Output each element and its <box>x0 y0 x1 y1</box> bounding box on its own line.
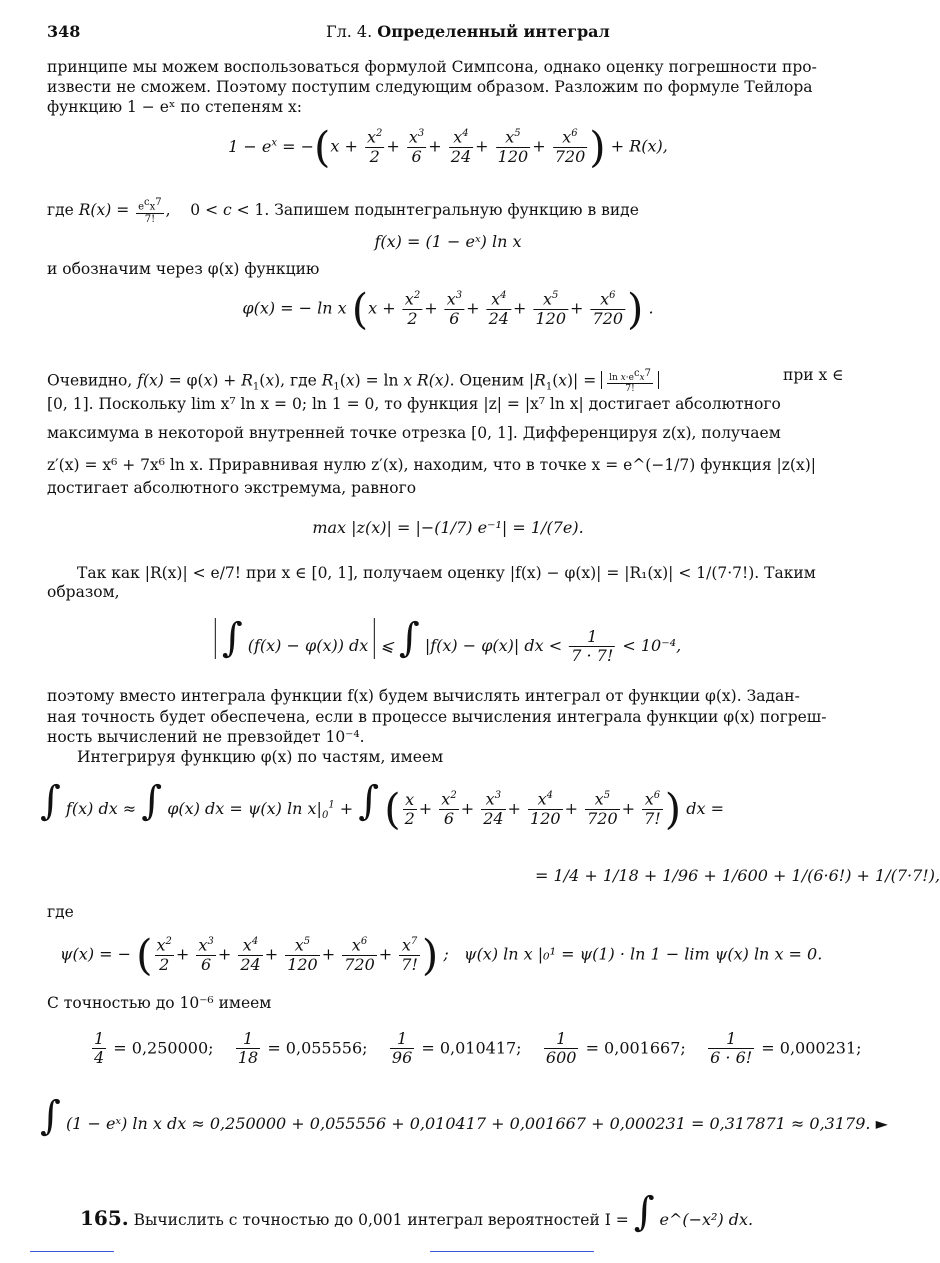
text-line: и обозначим через φ(x) функцию <box>47 260 320 278</box>
equation-final: ∫ (1 − eˣ) ln x dx ≈ 0,250000 + 0,055556 + 0,010417 + 0,001667 + 0,000231 = 0,317871 ≈ 0,3179. ► <box>40 1093 888 1139</box>
value: = 0,000231; <box>761 1038 862 1058</box>
equation-phi: φ(x) = − ln x (x + $\frac{x^2}{2}$ + $\frac{x^3}{6}$ + $\frac{x^4}{24}$ + $\frac{x^5}{120}$ + $\frac{x^6}{720}$ ) . <box>242 284 654 334</box>
value: = 0,010417; <box>421 1038 522 1058</box>
equation-taylor: $1 - e^x = -(x$ + $\frac{x^2}{2}$ + $\frac{x^3}{6}$ + $\frac{x^4}{24}$ + $\frac{x^5}{120}$ + $\frac{x^6}{720}$ ) + R(x), <box>228 122 668 172</box>
value: = 0,250000; <box>113 1038 214 1058</box>
problem-165: 165. Вычислить с точностью до 0,001 интеграл вероятностей I = ∫ e^(−x²) dx. <box>80 1189 754 1235</box>
text-line: образом, <box>47 583 120 601</box>
text-line: ность вычислений не превзойдет 10⁻⁴. <box>47 728 365 746</box>
values-row: $\frac{1}{4}$ = 0,250000; $\frac{1}{18}$ = 0,055556; $\frac{1}{96}$ = 0,010417; $\frac{1}{600}$ = 0,001667; $\frac{1}{6 \cdot 6!}$ = 0,000231; <box>94 1029 862 1068</box>
text-line: где <box>47 903 74 921</box>
text-line: достигает абсолютного экстремума, равного <box>47 479 417 497</box>
text-line: максимума в некоторой внутренней точке отрезка [0, 1]. Дифференцируя z(x), получаем <box>47 424 781 442</box>
equation-lhs: $1 - e^x$ = − <box>228 136 314 156</box>
page-number: 348 <box>47 22 81 41</box>
final-result: (1 − eˣ) ln x dx ≈ 0,250000 + 0,055556 + 0,010417 + 0,001667 + 0,000231 = 0,317871 ≈ 0,3179. ► <box>65 1114 888 1133</box>
chapter-title: Определенный интеграл <box>377 22 610 41</box>
estimate-bound: < 10⁻⁴, <box>622 636 682 655</box>
equation-psi: ψ(x) = − ( $\frac{x^2}{2}$ + $\frac{x^3}{6}$ + $\frac{x^4}{24}$ + $\frac{x^5}{120}$ + $\frac{x^6}{720}$ + $\frac{x^7}{7!}$ ) ; ψ(x) ln x |₀¹ = ψ(1) · ln 1 − lim ψ(x) ln x = 0. <box>60 930 823 980</box>
problem-text: Вычислить с точностью до 0,001 интеграл вероятностей I = <box>133 1211 629 1229</box>
chapter-number: Гл. 4. <box>326 22 373 41</box>
text-line: принципе мы можем воспользоваться формулой Симпсона, однако оценку погрешности про- <box>47 58 817 76</box>
footer-link-right[interactable] <box>430 1251 594 1252</box>
text-line: С точностью до 10⁻⁶ имеем <box>47 994 272 1012</box>
equation-sum: = 1/4 + 1/18 + 1/96 + 1/600 + 1/(6·6!) + 1/(7·7!), <box>535 866 940 885</box>
text-line: функцию 1 − eˣ по степеням x: <box>47 98 302 116</box>
problem-number: 165. <box>80 1206 129 1230</box>
value: = 0,001667; <box>585 1038 686 1058</box>
equation-parts: ∫ f(x) dx ≈ ∫ φ(x) dx = ψ(x) $\ln x|_0^1$ + ∫ ( $\frac{x}{2}$ + $\frac{x^2}{6}$ + $\frac{x^3}{24}$ + $\frac{x^4}{120}$ + $\frac{x^5}{720}$ + $\frac{x^6}{7!}$ ) dx = <box>40 778 724 834</box>
running-header <box>326 22 610 41</box>
text-line: поэтому вместо интеграла функции f(x) будем вычислять интеграл от функции φ(x). Задан- <box>47 687 800 705</box>
text-line: ная точность будет обеспечена, если в процессе вычисления интеграла функции φ(x) погреш- <box>47 708 827 726</box>
text-line: где R(x) = $\frac{e^cx^7}{7!}$ , 0 < c < 1. Запишем подынтегральную функцию в виде <box>47 197 639 225</box>
text-line: извести не сможем. Поэтому поступим следующим образом. Разложим по формуле Тейлора <box>47 78 813 96</box>
text-line: z′(x) = x⁶ + 7x⁶ ln x. Приравнивая нулю z′(x), находим, что в точке x = e^(−1/7) функция |z(x)| <box>47 456 816 474</box>
text-line: Очевидно, $f(x) = \varphi(x) + R_1(x)$, где $R_1(x) = \ln x$ R(x). Оценим $|R_1(x)|$ = $\frac{\ln x\cdot e^cx^7}{7!}$ <box>47 368 659 395</box>
equation-fx: f(x) = (1 − eˣ) ln x <box>374 232 522 251</box>
equation-estimate: ∫ (f(x) − φ(x)) dx ⩽ ∫ |f(x) − φ(x)| dx < $\frac{1}{7 \cdot 7!}$ < 10⁻⁴, <box>215 618 681 665</box>
text-line: при x ∈ <box>783 366 844 384</box>
psi-boundary: ψ(x) ln x |₀¹ = ψ(1) · ln 1 − lim ψ(x) ln x = 0. <box>464 944 823 964</box>
problem-integrand: e^(−x²) dx. <box>659 1210 754 1229</box>
text-line: Так как |R(x)| < e/7! при x ∈ [0, 1], получаем оценку |f(x) − φ(x)| = |R₁(x)| < 1/(7·7!). Таким <box>77 564 816 582</box>
equation-max: max |z(x)| = |−(1/7) e⁻¹| = 1/(7e). <box>312 518 584 537</box>
value: = 0,055556; <box>267 1038 368 1058</box>
text-line: Интегрируя функцию φ(x) по частям, имеем <box>77 748 444 766</box>
footer-link-left[interactable] <box>30 1251 114 1252</box>
text-line: [0, 1]. Поскольку lim x⁷ ln x = 0; ln 1 = 0, то функция |z| = |x⁷ ln x| достигает абсолютного <box>47 395 781 413</box>
